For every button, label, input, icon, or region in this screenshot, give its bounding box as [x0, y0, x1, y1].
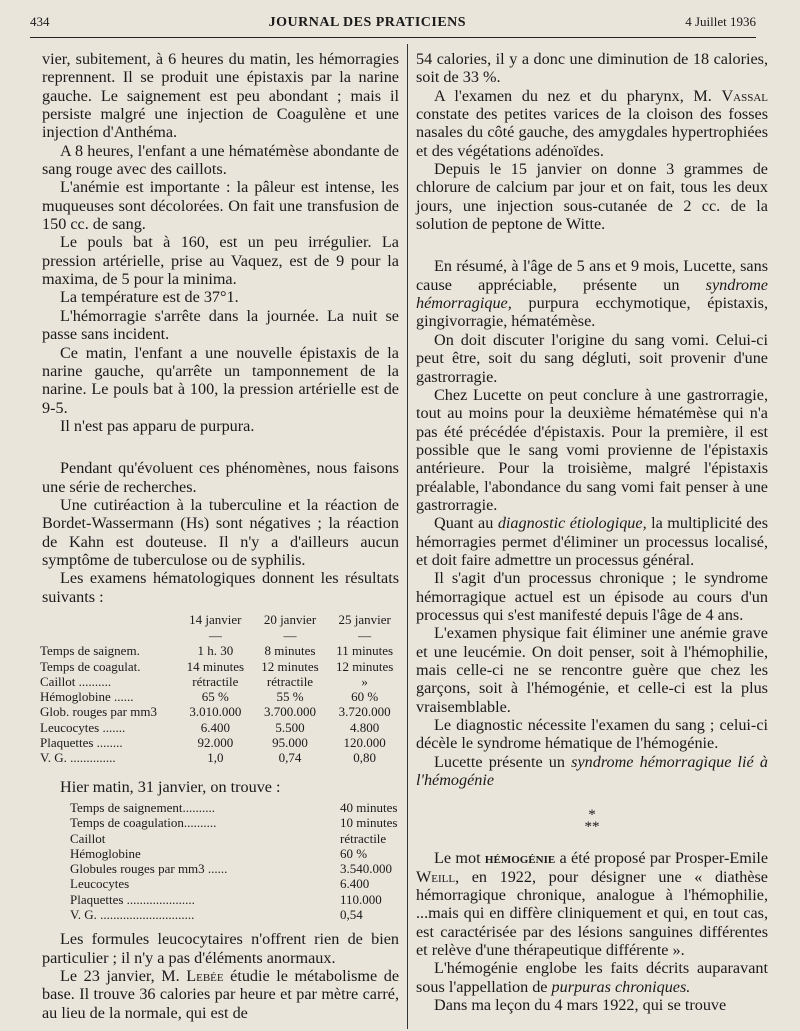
cell-value: 95.000: [272, 735, 308, 751]
cell-value: rétractile: [192, 673, 239, 689]
cell-value: 5.500: [275, 719, 305, 735]
table-row: [70, 907, 397, 922]
row-label: Glob. rouges par mm3: [40, 704, 157, 720]
paragraph: Le diagnostic nécessite l'examen du sang ; celui-ci décèle le syndrome hématique de l'hémogénie.: [416, 716, 768, 753]
dash: —: [358, 627, 372, 643]
cell-value: 40 minutes: [340, 799, 398, 815]
text: étudie le métabolisme de base. Il trouve 36 calories par heure et par mètre carré, au lieu de la normale, qui est de: [42, 967, 400, 1022]
cell-value: 92.000: [197, 735, 234, 751]
table-row: [40, 735, 402, 750]
journal-title: JOURNAL DES PRATICIENS: [268, 15, 467, 30]
section-asterism: [416, 803, 768, 839]
paragraph: Les formules leucocytaires n'offrent rien de bien particulier ; il n'y a pas d'éléments anormaux.: [42, 930, 399, 967]
dash: —: [208, 627, 222, 643]
table-row: [70, 846, 397, 861]
row-label: Temps de saignement..........: [70, 799, 215, 815]
asterism: * **: [584, 807, 600, 836]
cell-value: 120.000: [343, 735, 386, 751]
row-label: Globules rouges par mm3 ......: [70, 861, 228, 877]
row-label: Plaquettes .....................: [70, 891, 195, 907]
paragraph: Depuis le 15 janvier on donne 3 grammes de chlorure de calcium par jour et on fait, tous les deux jours, une injection sous-cutanée de 2 cc. de la solution de peptone de Witte.: [416, 160, 768, 234]
paragraph: L'anémie est importante : la pâleur est intense, les muqueuses sont décolorées. On fait une transfusion de 150 cc. de sang.: [42, 178, 399, 234]
author-name: Weill: [416, 867, 456, 886]
paragraph: Une cutiréaction à la tuberculine et la réaction de Bordet-Wassermann (Hs) sont négatives ; la réaction de Kahn est douteuse. Il n'y a d'ailleurs aucun symptôme de tuberculose ou de syphilis.: [42, 495, 399, 569]
cell-value: 60 %: [351, 689, 379, 705]
cell-value: 0,80: [353, 750, 377, 766]
table-row: [40, 704, 402, 719]
text: , en 1922, pour désigner une « diathèse hémorragique chronique, analogue à l'hémophilie, ...mais qui en diffère cliniquement et qui, en tout cas, est caractérisée par des lésions sanguines différentes et relève d'une thérapeutique différente ».: [416, 867, 768, 960]
table-row: [70, 831, 397, 846]
dash: —: [283, 627, 297, 643]
emphasis: syndrome hémorragique lié à l'hémogénie: [416, 752, 768, 790]
row-label: V. G. .............................: [70, 907, 195, 923]
row-label: Hémoglobine ......: [40, 689, 134, 705]
cell-value: 4.800: [350, 719, 380, 735]
paragraph: Il n'est pas apparu de purpura.: [60, 416, 255, 435]
row-label: Temps de coagulat.: [40, 658, 141, 674]
text: L'hémogénie englobe les faits décrits auparavant sous l'appellation de: [416, 959, 768, 996]
cell-value: »: [361, 673, 368, 689]
paragraph: vier, subitement, à 6 heures du matin, les hémorragies reprennent. Il se produit une épistaxis par la narine gauche. Le saignement est peu abondant ; mais il persiste malgré une injection de Coagulène et une injection d'Anthéma.: [42, 50, 399, 142]
text: la multiplicité des hémorragies permet d'éliminer un processus localisé, et doit faire admettre un processus général.: [416, 514, 768, 569]
row-label: Caillot ..........: [40, 673, 112, 689]
paragraph: On doit discuter l'origine du sang vomi. Celui-ci peut être, soit du sang dégluti, soit provenir d'une gastrorragie.: [416, 330, 768, 386]
paragraph: 54 calories, il y a donc une diminution de 18 calories, soit de 33 %.: [416, 50, 768, 87]
cell-value: 3.700.000: [263, 704, 316, 720]
table-row: [40, 643, 402, 658]
table-row: [70, 861, 397, 876]
text: a été proposé par Prosper-Emile: [555, 849, 768, 868]
hematology-table: [40, 612, 402, 766]
page-number: 434: [30, 14, 50, 29]
paragraph: Ce matin, l'enfant a une nouvelle épistaxis de la narine gauche, qu'arrête un tamponnement de la narine. Le pouls bat à 100, la pression artérielle est de 9-5.: [42, 343, 399, 417]
table-row: [70, 800, 397, 815]
cell-value: rétractile: [266, 673, 314, 689]
paragraph: [416, 959, 768, 996]
text: purpura ecchymotique, épistaxis, gingivorragie, hématémèse.: [416, 294, 768, 331]
emphasis: diagnostic étiologique,: [497, 514, 647, 533]
cell-value: 60 %: [340, 845, 368, 861]
text: En résumé, à l'âge de 5 ans et 9 mois, Lucette, sans cause appréciable, présente un: [416, 257, 768, 294]
cell-value: 12 minutes: [261, 658, 319, 674]
row-label: Temps de saignem.: [40, 643, 140, 659]
emphasis: purpuras chroniques.: [551, 977, 691, 996]
row-label: Leucocytes: [70, 876, 130, 892]
cell-value: 0,74: [278, 750, 302, 766]
paragraph: [416, 849, 768, 959]
key-term: hémogénie: [484, 849, 556, 868]
cell-value: 12 minutes: [335, 658, 394, 674]
cell-value: 14 minutes: [186, 658, 245, 674]
cell-value: 0,54: [340, 907, 363, 923]
cell-value: 10 minutes: [340, 815, 398, 831]
author-name: Vassal: [721, 86, 768, 105]
right-column: [416, 50, 768, 1015]
cell-value: 3.540.000: [340, 861, 392, 877]
column-header: 20 janvier: [263, 611, 317, 627]
cell-value: 1 h. 30: [197, 643, 234, 659]
column-header: 14 janvier: [189, 611, 242, 627]
left-column: [42, 50, 399, 1022]
cell-value: 6.400: [340, 876, 370, 892]
row-label: Leucocytes .......: [40, 719, 126, 735]
paragraph: La température est de 37°1.: [60, 288, 239, 307]
cell-value: 8 minutes: [264, 643, 316, 659]
issue-date: 4 Juillet 1936: [685, 14, 756, 29]
cell-value: 110.000: [340, 891, 382, 907]
paragraph: Pendant qu'évoluent ces phénomènes, nous faisons une série de recherches.: [42, 459, 399, 496]
cell-value: 55 %: [276, 689, 304, 705]
table-row: [40, 750, 402, 765]
paragraph: [416, 753, 768, 790]
paragraph: L'examen physique fait éliminer une anémie grave et une leucémie. On doit penser, soit à l'hémophilie, mais celle-ci ne se rencontre guère que chez les garçons, soit à l'hémogénie, et celle-ci est la plus vraisemblable.: [416, 624, 768, 716]
table-row: [40, 720, 402, 735]
paragraph: Chez Lucette on peut conclure à une gastrorragie, tout au moins pour la deuxième hématémèse qui n'a pas été précédée d'épistaxis. Pour la première, il est possible que le sang vomi provienne de l'épistaxis antérieure. Pour la troisième, malgré l'épistaxis préalable, l'abondance du sang vomi fait penser à une gastrorragie.: [416, 385, 768, 514]
text: Le mot: [434, 849, 485, 868]
table-row: [70, 815, 397, 830]
text: A l'examen du nez et du pharynx, M.: [434, 86, 722, 105]
paragraph: Hier matin, 31 janvier, on trouve :: [60, 777, 281, 796]
cell-value: 6.400: [200, 719, 230, 735]
hematology-table-31-janvier: [70, 800, 397, 922]
text: Le 23 janvier, M.: [60, 967, 187, 986]
paragraph: Les examens hématologiques donnent les résultats suivants :: [42, 569, 399, 606]
paragraph: Le pouls bat à 160, est un peu irrégulier. La pression artérielle, prise au Vaquez, est de 9 pour la maxima, de 5 pour la minima.: [42, 233, 399, 289]
cell-value: 3.720.000: [338, 704, 391, 720]
paragraph: [416, 87, 768, 160]
paragraph: Dans ma leçon du 4 mars 1922, qui se trouve: [434, 996, 727, 1015]
text: Quant au: [434, 514, 498, 533]
table-row: [70, 892, 397, 907]
running-header: [30, 14, 756, 36]
cell-value: 11 minutes: [336, 643, 394, 659]
cell-value: 3.010.000: [189, 704, 242, 720]
column-header: 25 janvier: [338, 611, 391, 627]
paragraph: [42, 967, 399, 1022]
table-row: [40, 659, 402, 674]
row-label: Hémoglobine: [70, 845, 141, 861]
paragraph: L'hémorragie s'arrête dans la journée. La nuit se passe sans incident.: [42, 306, 399, 344]
column-divider: [407, 44, 408, 1029]
text: Lucette présente un: [434, 752, 572, 771]
header-rule: [30, 37, 756, 38]
table-row: [40, 674, 402, 689]
row-label: Plaquettes ........: [40, 735, 123, 751]
row-label: V. G. ..............: [40, 750, 116, 766]
paragraph: A 8 heures, l'enfant a une hématémèse abondante de sang rouge avec des caillots.: [42, 141, 399, 179]
emphasis: syndrome hémorragique,: [416, 275, 768, 313]
cell-value: rétractile: [340, 830, 387, 846]
table-row: [40, 689, 402, 704]
paragraph: [416, 257, 768, 330]
paragraph: Il s'agit d'un processus chronique ; le syndrome hémorragique actuel est un épisode au cours d'un processus qui s'est manifesté depuis l'âge de 4 ans.: [416, 569, 768, 624]
author-name: Lebée: [186, 967, 224, 986]
row-label: Temps de coagulation..........: [70, 815, 217, 831]
cell-value: 65 %: [201, 689, 229, 705]
text: constate des petites varices de la cloison des fosses nasales du côté gauche, des amygdales hypertrophiées et des végétations adénoïdes.: [416, 105, 768, 160]
cell-value: 1,0: [207, 750, 224, 766]
row-label: Caillot: [70, 830, 106, 846]
paragraph: [416, 514, 768, 569]
table-row: [70, 876, 397, 891]
